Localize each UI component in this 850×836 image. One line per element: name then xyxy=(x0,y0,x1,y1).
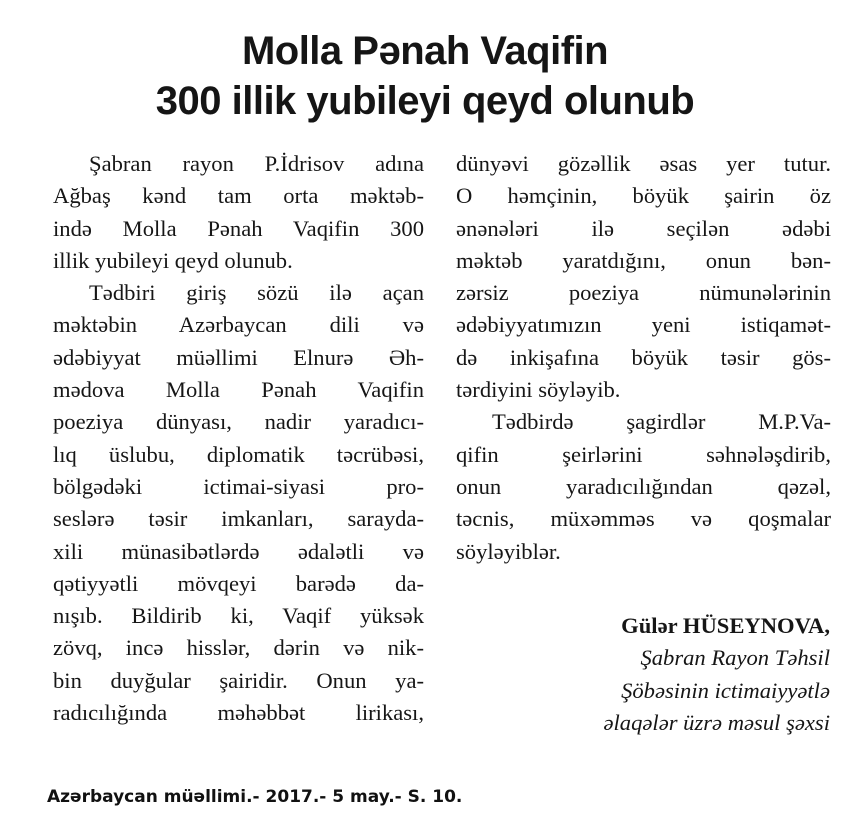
text-line: xili münasibətlərdə ədalətli və xyxy=(53,538,424,564)
text-line: təcnis, müxəmməs və qoşmalar xyxy=(456,506,831,532)
text-line: bin duyğular şairidir. Onun ya- xyxy=(53,667,424,693)
text-line: onun yaradıcılığından qəzəl, xyxy=(456,473,831,499)
text-line: qətiyyətli mövqeyi barədə da- xyxy=(53,570,424,596)
text-line: O həmçinin, böyük şairin öz xyxy=(456,183,831,209)
text-line: ədəbiyyat müəllimi Elnurə Əh- xyxy=(53,344,424,370)
text-line: qifin şeirlərini səhnələşdirib, xyxy=(456,441,831,467)
text-line: Ağbaş kənd tam orta məktəb- xyxy=(53,183,424,209)
text-line: söyləyiblər. xyxy=(456,538,561,564)
right-text-column xyxy=(456,148,831,568)
article-headline xyxy=(0,26,850,126)
text-line: mədova Molla Pənah Vaqifin xyxy=(53,377,424,403)
source-citation: Azərbaycan müəllimi.- 2017.- 5 may.- S. 10. xyxy=(47,787,463,807)
text-line: ədəbiyyatımızın yeni istiqamət- xyxy=(456,312,831,338)
text-line: nışıb. Bildirib ki, Vaqif yüksək xyxy=(53,603,424,629)
text-line: Tədbirdə şagirdlər M.P.Va- xyxy=(492,409,831,435)
author-role-line: Şöbəsinin ictimaiyyətlə xyxy=(621,677,830,703)
text-line: də inkişafına böyük təsir gös- xyxy=(456,344,831,370)
text-line: radıcılığında məhəbbət lirikası, xyxy=(53,700,424,726)
text-line: zərsiz poeziya nümunələrinin xyxy=(456,280,831,306)
headline-line-2: 300 illik yubileyi qeyd olunub xyxy=(155,79,695,123)
left-text-column xyxy=(53,148,424,729)
text-line: Tədbiri giriş sözü ilə açan xyxy=(89,280,424,306)
text-line: seslərə təsir imkanları, sarayda- xyxy=(53,506,424,532)
text-line: illik yubileyi qeyd olunub. xyxy=(53,247,293,273)
text-line: məktəbin Azərbaycan dili və xyxy=(53,312,424,338)
headline-line-1: Molla Pənah Vaqifin xyxy=(241,29,609,73)
text-line: ində Molla Pənah Vaqifin 300 xyxy=(53,215,424,241)
author-role-line: Şabran Rayon Təhsil xyxy=(640,645,830,671)
text-line: zövq, incə hisslər, dərin və nik- xyxy=(53,635,424,661)
text-line: məktəb yaratdığını, onun bən- xyxy=(456,247,831,273)
author-role-line: əlaqələr üzrə məsul şəxsi xyxy=(603,709,830,735)
author-signature xyxy=(603,610,830,739)
text-line: ənənələri ilə seçilən ədəbi xyxy=(456,215,831,241)
text-line: lıq üslubu, diplomatik təcrübəsi, xyxy=(53,441,424,467)
text-line: poeziya dünyası, nadir yaradıcı- xyxy=(53,409,424,435)
text-line: dünyəvi gözəllik əsas yer tutur. xyxy=(456,151,831,176)
author-name: Gülər HÜSEYNOVA, xyxy=(621,613,830,638)
text-line: tərdiyini söyləyib. xyxy=(456,377,621,403)
text-line: Şabran rayon P.İdrisov adına xyxy=(89,151,424,176)
text-line: bölgədəki ictimai-siyasi pro- xyxy=(53,473,424,499)
